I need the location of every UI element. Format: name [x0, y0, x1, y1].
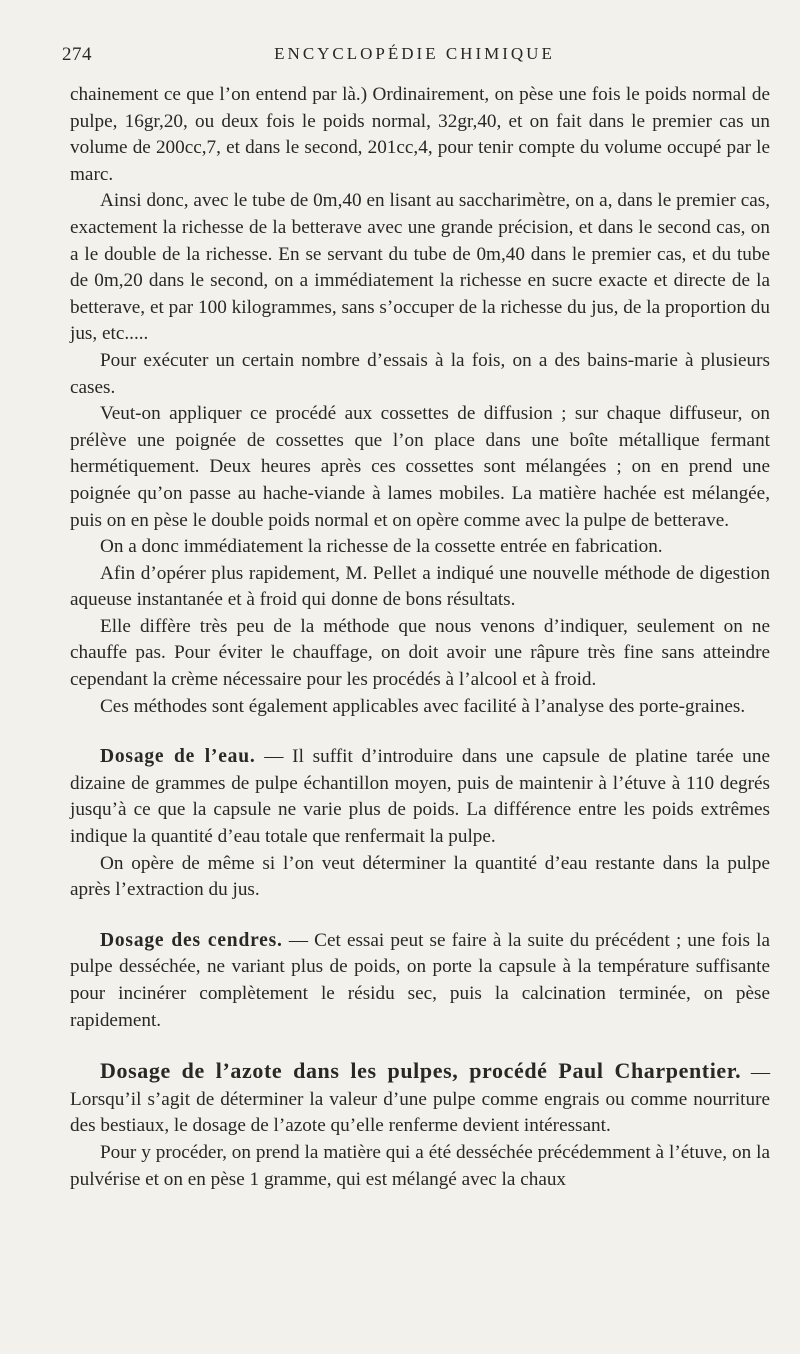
paragraph: Pour exécuter un certain nombre d’essais à la fois, on a des bains-marie à plusieurs cases. [70, 349, 770, 398]
section-text-cendres: — Cet essai peut se faire à la suite du précédent ; une fois la pulpe desséchée, ne variant plus de poids, on porte la capsule à la température suffisante pour incinérer complètement le résidu sec, puis la calcination terminée, on pèse rapidement. [70, 929, 771, 1031]
section-text-eau: — Il suffit d’introduire dans une capsule de platine tarée une dizaine de grammes de pulpe échantillon moyen, puis de maintenir à l’étuve à 110 degrés jusqu’à ce que la capsule ne varie plus de poids. La différence entre les poids extrêmes indique la quantité d’eau totale que renfermait la pulpe. [70, 746, 770, 848]
section-azote [70, 1058, 770, 1140]
paragraph: On opère de même si l’on veut déterminer la quantité d’eau restante dans la pulpe après l’extraction du jus. [70, 852, 770, 901]
page-header [62, 44, 767, 74]
page-number: 274 [62, 44, 92, 65]
section-title-azote: Dosage de l’azote dans les pulpes, procédé Paul Charpentier. [100, 1058, 742, 1084]
body-text [70, 82, 770, 1193]
paragraph: Ainsi donc, avec le tube de 0m,40 en lisant au saccharimètre, on a, dans le premier cas, exactement la richesse de la betterave avec une grande précision, et dans le second cas, on a le double de la richesse. En se servant du tube de 0m,40 dans le premier cas, et du tube de 0m,20 dans le second, on a immédiatement la richesse en sucre exacte et directe de la betterave, et par 100 kilogrammes, sans s’occuper de la richesse du jus, de la proportion du jus, etc..... [70, 190, 770, 345]
section-cendres [70, 928, 770, 1034]
paragraph: On a donc immédiatement la richesse de la cossette entrée en fabrication. [100, 536, 663, 558]
paragraph: Pour y procéder, on prend la matière qui a été desséchée précédemment à l’étuve, on la pulvérise et on en pèse 1 gramme, qui est mélangé avec la chaux [70, 1141, 770, 1190]
section-title-cendres: Dosage des cendres. [100, 929, 283, 951]
section-text-azote: — Lorsqu’il s’agit de déterminer la valeur d’une pulpe comme engrais ou comme nourriture des bestiaux, le dosage de l’azote qu’elle renferme devient intéressant. [70, 1062, 770, 1137]
section-title-eau: Dosage de l’eau. [100, 746, 256, 768]
paragraph: Ces méthodes sont également applicables avec facilité à l’analyse des porte-graines. [100, 695, 746, 717]
section-eau [70, 744, 770, 850]
paragraph: Elle diffère très peu de la méthode que nous venons d’indiquer, seulement on ne chauffe pas. Pour éviter le chauffage, on doit avoir une râpure très fine sans atteindre cependant la crème nécessaire pour les procédés à l’alcool et à froid. [70, 615, 770, 691]
paragraph: chainement ce que l’on entend par là.) Ordinairement, on pèse une fois le poids normal de pulpe, 16gr,20, ou deux fois le poids normal, 32gr,40, et on fait dans le premier cas un volume de 200cc,7, et dans le second, 201cc,4, pour tenir compte du volume occupé par le marc. [70, 84, 770, 185]
paragraph: Veut-on appliquer ce procédé aux cossettes de diffusion ; sur chaque diffuseur, on prélève une poignée de cossettes que l’on place dans une boîte métallique fermant hermétiquement. Deux heures après ces cossettes sont mélangées ; on en prend une poignée qu’on passe au hache-viande à lames mobiles. La matière hachée est mélangée, puis on en pèse le double poids normal et on opère comme avec la pulpe de betterave. [70, 403, 770, 531]
running-title: ENCYCLOPÉDIE CHIMIQUE [274, 44, 555, 63]
paragraph: Afin d’opérer plus rapidement, M. Pellet a indiqué une nouvelle méthode de digestion aqueuse instantanée et à froid qui donne de bons résultats. [70, 562, 770, 611]
